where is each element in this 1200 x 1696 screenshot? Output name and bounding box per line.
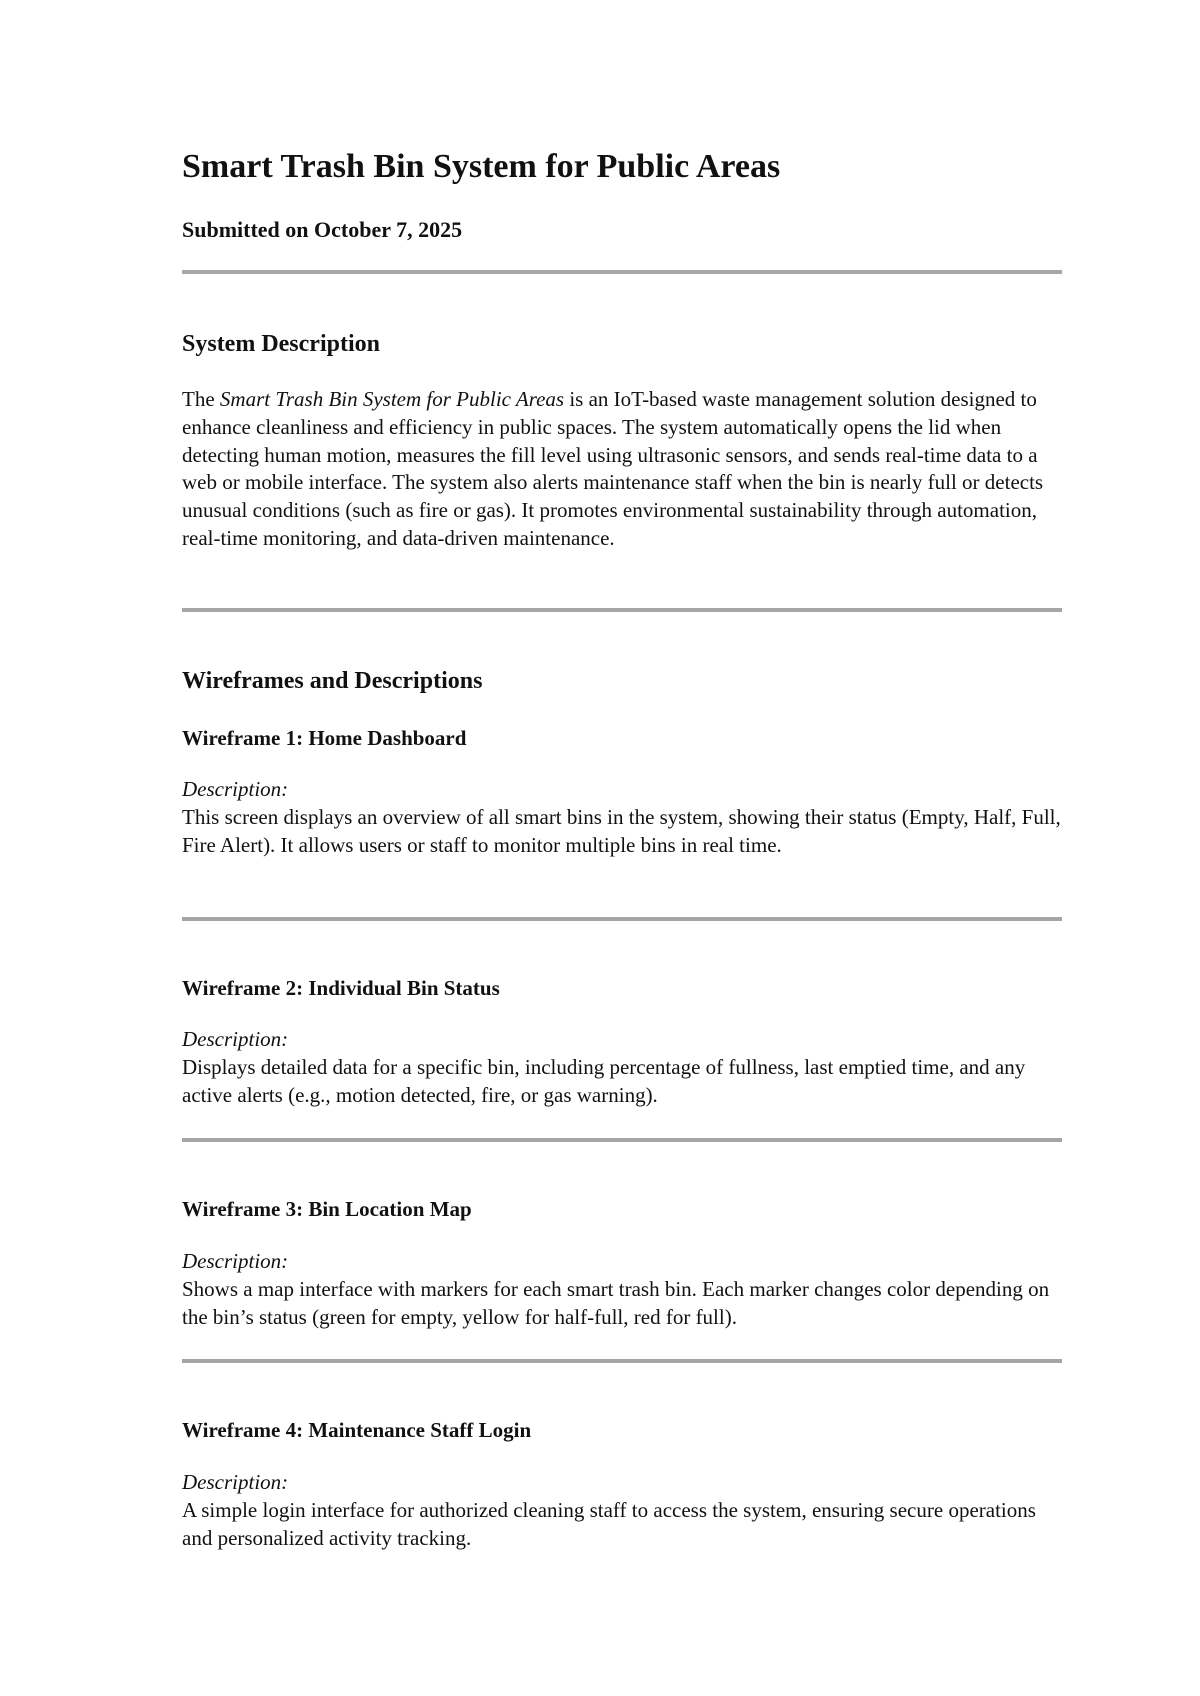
description-text: This screen displays an overview of all smart bins in the system, showing their status (Empty, Half, Full, Fire Alert). It allows users or staff to monitor multiple bins in real time. xyxy=(182,804,1061,857)
wireframes-heading: Wireframes and Descriptions xyxy=(182,668,483,694)
section-divider xyxy=(182,1138,1062,1142)
wireframe-1-title: Wireframe 1: Home Dashboard xyxy=(182,726,467,750)
section-divider xyxy=(182,270,1062,274)
system-description-paragraph xyxy=(182,386,1062,553)
description-text: Shows a map interface with markers for each smart trash bin. Each marker changes color depending on the bin’s status (green for empty, yellow for half-full, red for full). xyxy=(182,1276,1050,1329)
description-text: Displays detailed data for a specific bin, including percentage of fullness, last emptied time, and any active alerts (e.g., motion detected, fire, or gas warning). xyxy=(182,1054,1026,1107)
page-title: Smart Trash Bin System for Public Areas xyxy=(182,148,781,185)
wireframe-4-description xyxy=(182,1469,1062,1552)
system-name-emphasis: Smart Trash Bin System for Public Areas xyxy=(219,387,565,411)
wireframe-3-description xyxy=(182,1248,1062,1331)
description-label: Description: xyxy=(182,1027,289,1051)
wireframe-2-description xyxy=(182,1026,1062,1109)
description-text: A simple login interface for authorized cleaning staff to access the system, ensuring secure operations and personalized activity tracking. xyxy=(182,1497,1036,1550)
system-description-heading: System Description xyxy=(182,331,380,357)
description-body: is an IoT-based waste management solution designed to enhance cleanliness and efficiency in public spaces. The system automatically opens the lid when detecting human motion, measures the fill level using ultrasonic sensors, and sends real-time data to a web or mobile interface. The system also alerts maintenance staff when the bin is nearly full or detects unusual conditions (such as fire or gas). It promotes environmental sustainability through automation, real-time monitoring, and data-driven maintenance. xyxy=(182,387,1044,550)
section-divider xyxy=(182,917,1062,921)
description-label: Description: xyxy=(182,1249,289,1273)
section-divider xyxy=(182,1359,1062,1363)
submission-date: Submitted on October 7, 2025 xyxy=(182,217,463,242)
wireframe-2-title: Wireframe 2: Individual Bin Status xyxy=(182,976,500,1000)
description-label: Description: xyxy=(182,777,289,801)
description-label: Description: xyxy=(182,1470,289,1494)
section-divider xyxy=(182,608,1062,612)
wireframe-1-description xyxy=(182,776,1062,859)
wireframe-3-title: Wireframe 3: Bin Location Map xyxy=(182,1197,472,1221)
description-lead: The xyxy=(182,387,220,411)
wireframe-4-title: Wireframe 4: Maintenance Staff Login xyxy=(182,1418,532,1442)
